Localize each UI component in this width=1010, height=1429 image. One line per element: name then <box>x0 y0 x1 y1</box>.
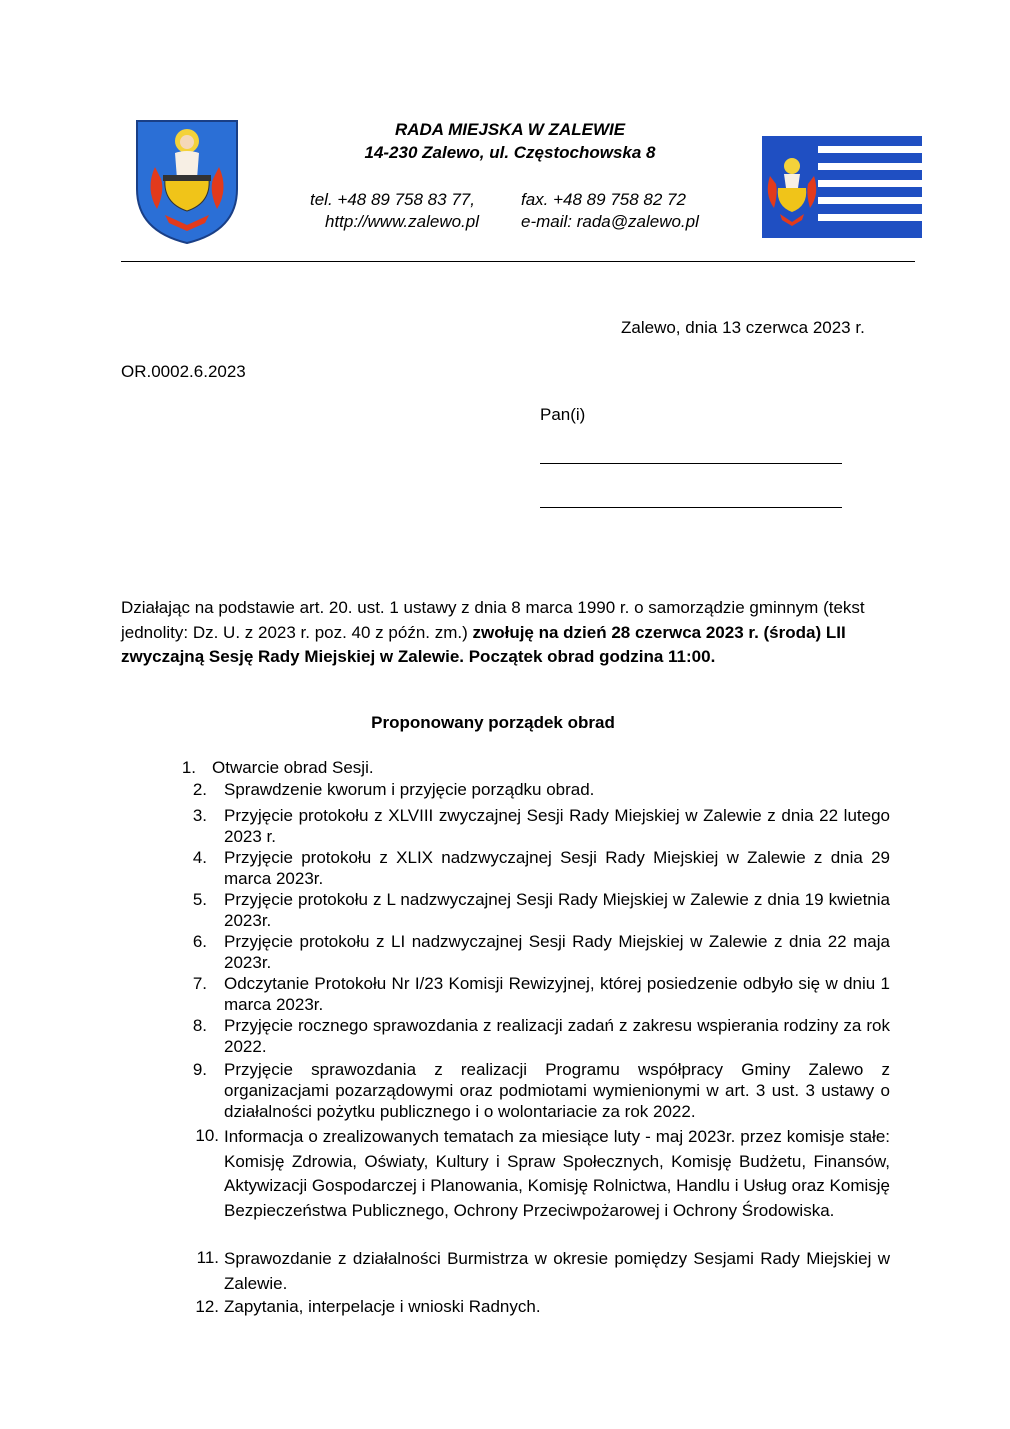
website-link[interactable]: http://www.zalewo.pl <box>325 212 480 231</box>
council-address: 14-230 Zalewo, ul. Częstochowska 8 <box>364 143 656 162</box>
agenda-item-number: 5. <box>192 890 207 909</box>
agenda-item-text: Sprawdzenie kworum i przyjęcie porządku obrad. <box>224 780 595 799</box>
agenda-title: Proponowany porządek obrad <box>371 713 615 732</box>
agenda-item-text: Odczytanie Protokołu Nr I/23 Komisji Rewizyjnej, której posiedzenie odbyło się w dniu 1 marca 2023r. <box>224 974 890 1014</box>
agenda-item-number: 12. <box>195 1297 219 1316</box>
agenda-item-number: 4. <box>192 848 207 867</box>
coat-of-arms-icon <box>135 119 239 245</box>
letter-date: Zalewo, dnia 13 czerwca 2023 r. <box>621 318 865 337</box>
recipient-salutation: Pan(i) <box>540 405 586 424</box>
agenda-item-text: Przyjęcie protokołu z XLIX nadzwyczajnej Sesji Rady Miejskiej w Zalewie z dnia 29 marca 2023r. <box>224 848 890 888</box>
header-divider <box>121 261 915 262</box>
flag-icon <box>762 136 922 238</box>
agenda-item-text: Zapytania, interpelacje i wnioski Radnych. <box>224 1297 541 1316</box>
convocation-notice: zwołuję na dzień 28 czerwca 2023 r. (środa) LII zwyczajną Sesję Rady Miejskiej w Zalewie. Początek obrad godzina 11:00. <box>121 622 846 666</box>
convocation-paragraph <box>121 596 891 670</box>
agenda-item-text: Przyjęcie protokołu z LI nadzwyczajnej Sesji Rady Miejskiej w Zalewie z dnia 22 maja 2023r. <box>224 932 890 972</box>
agenda-item-number: 11. <box>196 1248 219 1267</box>
agenda-item-number: 2. <box>192 780 207 799</box>
email-link[interactable]: e-mail: rada@zalewo.pl <box>521 212 699 231</box>
phone-number: tel. +48 89 758 83 77, <box>310 190 475 209</box>
reference-number: OR.0002.6.2023 <box>121 362 246 381</box>
agenda-item-number: 6. <box>192 932 207 951</box>
agenda-item-number: 8. <box>192 1016 207 1035</box>
agenda-item-text: Przyjęcie protokołu z L nadzwyczajnej Sesji Rady Miejskiej w Zalewie z dnia 19 kwietnia 2023r. <box>224 890 890 930</box>
agenda-item-text: Przyjęcie rocznego sprawozdania z realizacji zadań z zakresu wspierania rodziny za rok 2022. <box>224 1016 890 1056</box>
council-name: RADA MIEJSKA W ZALEWIE <box>394 120 626 139</box>
agenda-item-text: Przyjęcie sprawozdania z realizacji Programu współpracy Gminy Zalewo z organizacjami pozarządowymi oraz podmiotami wymienionymi w art. 3 ust. 3 ustawy o działalności pożytku publicznego i o wolontariacie za rok 2022. <box>224 1060 890 1121</box>
agenda-item-text: Przyjęcie protokołu z XLVIII zwyczajnej Sesji Rady Miejskiej w Zalewie z dnia 22 lutego 2023 r. <box>224 806 890 846</box>
agenda-item-text: Informacja o zrealizowanych tematach za miesiące luty - maj 2023r. przez komisje stałe: Komisję Zdrowia, Oświaty, Kultury i Spraw Społecznych, Komisję Budżetu, Finansów, Aktywizacji Gospodarczej i Planowania, Komisję Rolnictwa, Handlu i Usług oraz Komisję Bezpieczeństwa Publicznego, Ochrony Przeciwpożarowej i Ochrony Środowiska. <box>224 1127 890 1220</box>
agenda-item-number: 3. <box>192 806 207 825</box>
agenda-item-number: 9. <box>192 1060 207 1079</box>
agenda-item-text: Otwarcie obrad Sesji. <box>212 758 374 777</box>
recipient-line-1 <box>540 463 842 464</box>
fax-number: fax. +48 89 758 82 72 <box>521 190 686 209</box>
convocation-basis: Działając na podstawie art. 20. ust. 1 ustawy z dnia 8 marca 1990 r. o samorządzie gminnym (tekst jednolity: Dz. U. z 2023 r. poz. 40 z późn. zm.) <box>121 598 865 642</box>
agenda-item-text: Sprawozdanie z działalności Burmistrza w okresie pomiędzy Sesjami Rady Miejskiej w Zalewie. <box>224 1249 890 1293</box>
agenda-item-number: 10. <box>195 1126 219 1145</box>
agenda-item-number: 1. <box>181 758 196 777</box>
recipient-line-2 <box>540 507 842 508</box>
agenda-item-number: 7. <box>192 974 207 993</box>
